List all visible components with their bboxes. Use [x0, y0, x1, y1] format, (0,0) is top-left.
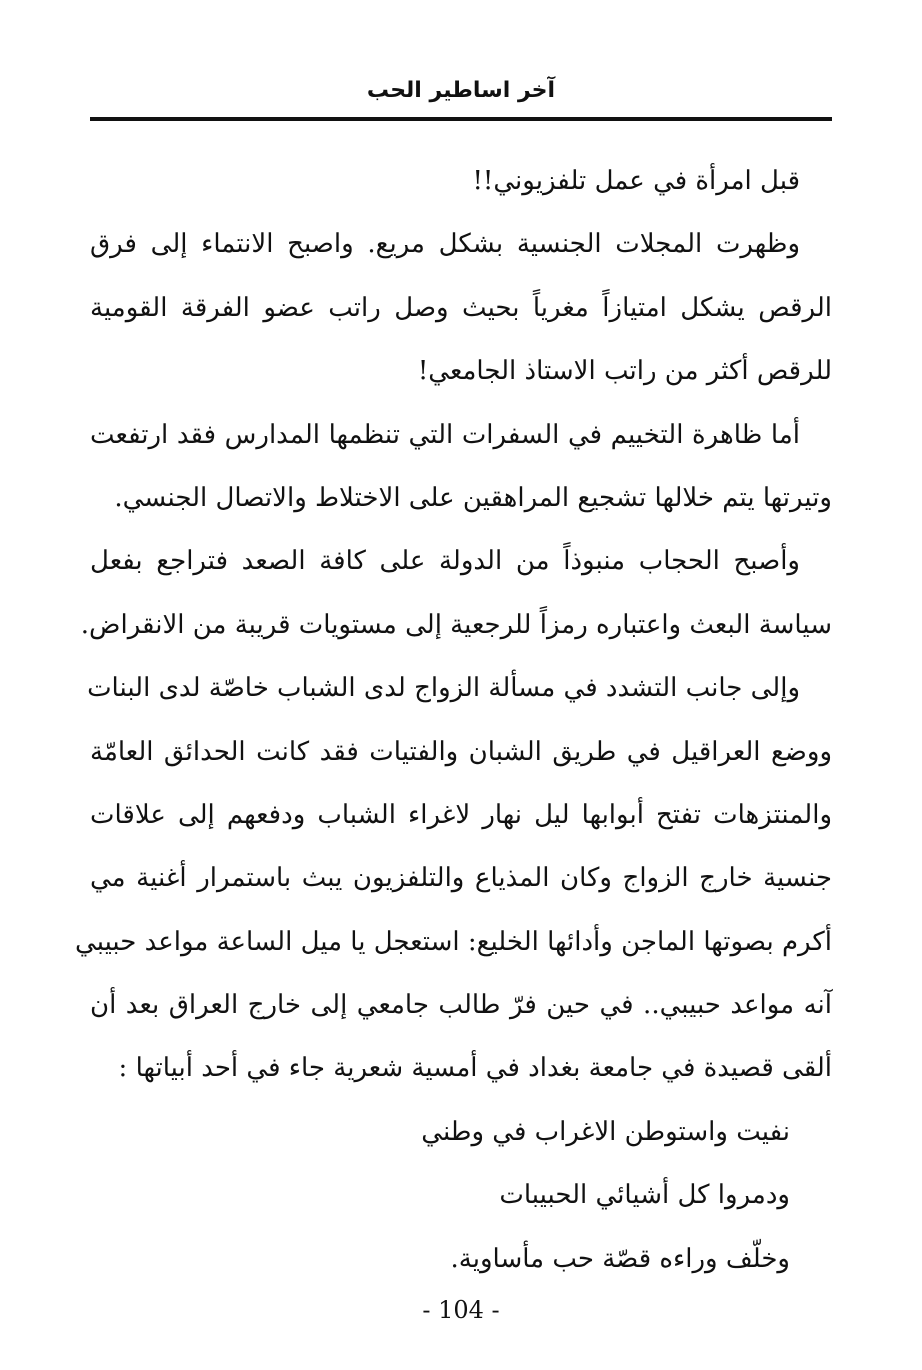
verse-line: نفيت واستوطن الاغراب في وطني [421, 1116, 790, 1147]
body-line: وتيرتها يتم خلالها تشجيع المراهقين على الاختلاط والاتصال الجنسي. [114, 482, 832, 513]
body-line: الرقص يشكل امتيازاً مغرياً بحيث وصل راتب عضو الفرقة القومية [90, 292, 832, 323]
body-line: وإلى جانب التشدد في مسألة الزواج لدى الشباب خاصّة لدى البنات [87, 673, 800, 704]
body-line: جنسية خارج الزواج وكان المذياع والتلفزيون يبث باستمرار أغنية مي [90, 863, 832, 894]
body-line: أكرم بصوتها الماجن وأدائها الخليع: استعجل يا ميل الساعة مواعد حبيبي [75, 926, 832, 957]
body-line: سياسة البعث واعتباره رمزاً للرجعية إلى مستويات قريبة من الانقراض. [80, 609, 832, 640]
verse-line: ودمروا كل أشيائي الحبيبات [499, 1180, 790, 1211]
page-number: - 104 - [422, 1296, 500, 1324]
body-line: وظهرت المجلات الجنسية بشكل مريع. واصبح الانتماء إلى فرق [90, 229, 800, 260]
body-line: والمنتزهات تفتح أبوابها ليل نهار لاغراء الشباب ودفعهم إلى علاقات [90, 799, 832, 830]
body-line: قبل امرأة في عمل تلفزيوني!! [472, 166, 800, 196]
body-line: آنه مواعد حبيبي.. في حين فرّ طالب جامعي إلى خارج العراق بعد أن [90, 990, 832, 1021]
body-line: وأصبح الحجاب منبوذاً من الدولة على كافة الصعد فتراجع بفعل [90, 546, 800, 577]
body-line: للرقص أكثر من راتب الاستاذ الجامعي! [417, 356, 832, 387]
body-line: ووضع العراقيل في طريق الشبان والفتيات فقد كانت الحدائق العامّة [90, 736, 832, 767]
page-body [75, 150, 832, 1291]
verse-line: وخلّف وراءه قصّة حب مأساوية. [450, 1243, 790, 1274]
running-header-title: آخر اساطير الحب [366, 78, 556, 103]
body-line: أما ظاهرة التخييم في السفرات التي تنظمها المدارس فقد ارتفعت [90, 419, 800, 450]
body-line: ألقى قصيدة في جامعة بغداد في أمسية شعرية جاء في أحد أبياتها : [118, 1053, 832, 1084]
header-divider [90, 117, 832, 121]
